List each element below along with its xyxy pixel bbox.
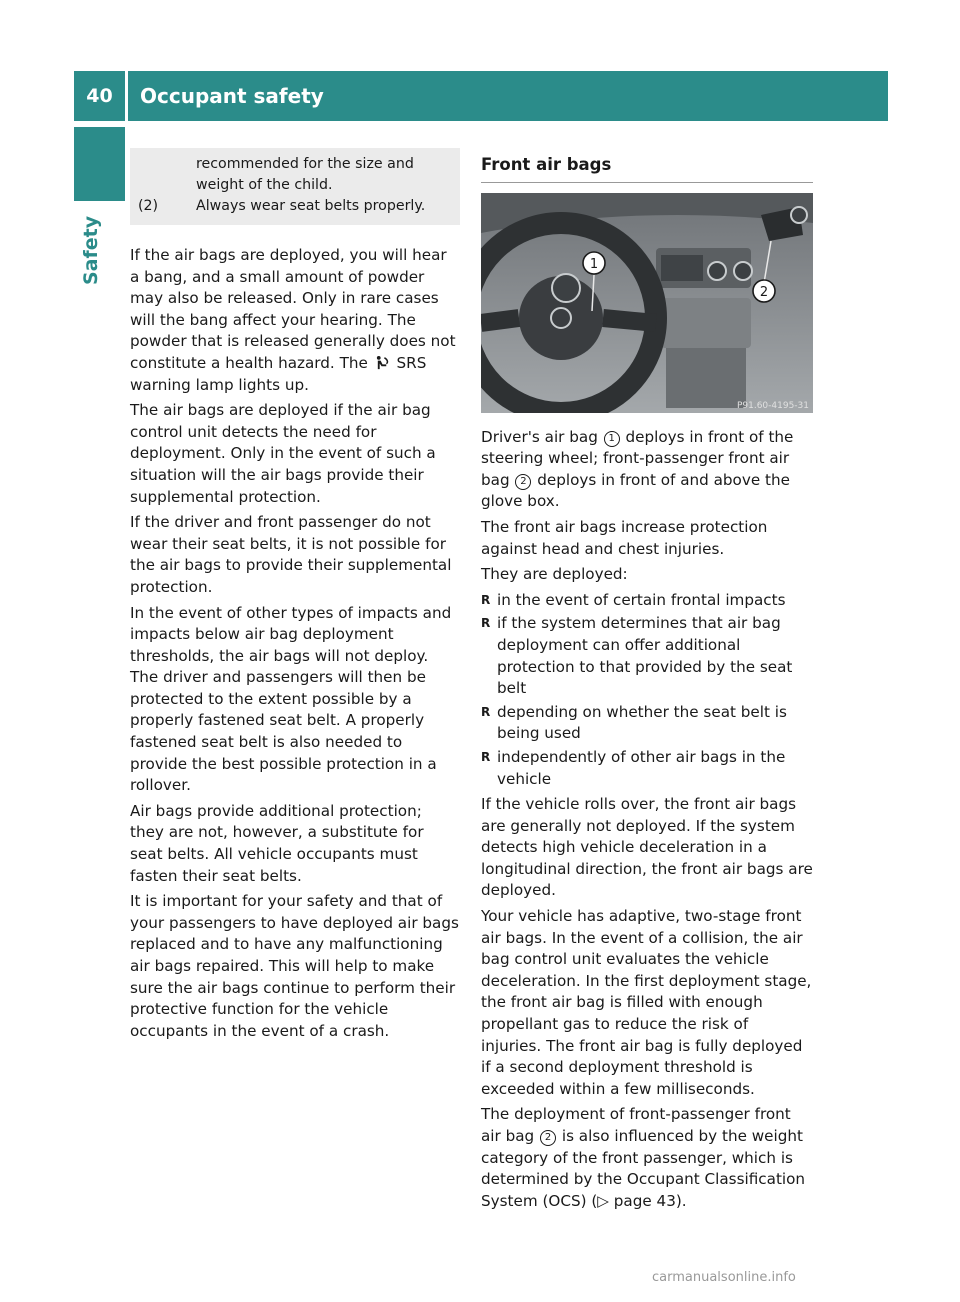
note-box	[130, 148, 460, 225]
left-column	[130, 148, 460, 1046]
page-reference-arrow-icon: ▷	[597, 1191, 609, 1210]
footer-watermark: carmanualsonline.info	[652, 1270, 796, 1285]
paragraph	[481, 1104, 813, 1212]
srs-warning-lamp-icon	[375, 355, 390, 370]
paragraph-text: deploys in front of the steering wheel; front-passenger front air bag	[481, 427, 794, 489]
paragraph-text: deploys in front of and above the glove box.	[481, 470, 790, 511]
list-item: R depending on whether the seat belt is being used	[481, 702, 813, 745]
callout-2-marker: 2	[515, 474, 531, 490]
paragraph: Your vehicle has adaptive, two-stage front air bags. In the event of a collision, the air bag control unit evaluates the vehicle deceleration. In the first deployment stage, the front air bag is filled with enough propellant gas to reduce the risk of injuries. The front air bag is fully deployed if a second deployment threshold is exceeded within a few milliseconds.	[481, 907, 812, 1098]
paragraph-text: is also influenced by the weight category of the front passenger, which is determined by the Occupant Classification System (OCS) (	[481, 1127, 806, 1210]
note-number	[138, 154, 196, 196]
list-item: R independently of other air bags in the vehicle	[481, 747, 813, 790]
note-text: Always wear seat belts properly.	[196, 198, 426, 214]
paragraph: It is important for your safety and that of your passengers to have deployed air bags replaced and to have any malfunctioning air bags repaired. This will help to make sure the air bags continue to perform their protective function for the vehicle occupants in the event of a crash.	[130, 892, 459, 1040]
paragraph: They are deployed:	[481, 565, 628, 584]
section-side-label: Safety	[80, 215, 102, 285]
paragraph-text: SRS warning lamp lights up.	[130, 353, 427, 394]
deployment-conditions-list	[481, 590, 813, 790]
dashboard-illustration	[481, 193, 813, 413]
paragraph: The front air bags increase protection against head and chest injuries.	[481, 517, 768, 558]
figure-callout-1: 1	[589, 256, 599, 272]
paragraph	[130, 245, 460, 396]
right-column	[481, 148, 813, 1216]
note-row	[138, 196, 452, 217]
dashboard-airbag-figure	[481, 193, 813, 413]
paragraph-text: The deployment of front-passenger front air bag	[481, 1105, 791, 1145]
list-item: R in the event of certain frontal impacts	[481, 590, 813, 612]
paragraph: In the event of other types of impacts and impacts below air bag deployment thresholds, the air bags will not deploy. The driver and passengers will then be protected to the extent possible by a properly fastened seat belt. A properly fastened seat belt is also needed to provide the best possible protection in a rollover.	[130, 603, 452, 795]
figure-callout-2: 2	[759, 284, 769, 300]
page-number: 40	[86, 85, 113, 107]
header-divider	[125, 71, 128, 121]
list-item: R if the system determines that air bag deployment can offer additional protection to that provided by the seat belt	[481, 613, 813, 699]
paragraph: If the vehicle rolls over, the front air bags are generally not deployed. If the system detects high vehicle deceleration in a longitudinal direction, the front air bags are deployed.	[481, 795, 813, 900]
paragraph: If the driver and front passenger do not wear their seat belts, it is not possible for the air bags to provide their supplemental protection.	[130, 513, 452, 596]
note-text: recommended for the size and weight of the child.	[196, 156, 414, 193]
section-heading: Front air bags	[481, 148, 813, 183]
paragraph: Air bags provide additional protection; they are not, however, a substitute for seat belts. All vehicle occupants must fasten their seat belts.	[130, 801, 424, 885]
callout-1-marker: 1	[604, 431, 620, 447]
paragraph-text: Driver's air bag	[481, 427, 598, 446]
page-title: Occupant safety	[140, 84, 324, 108]
note-row	[138, 154, 452, 196]
callout-2-marker: 2	[540, 1130, 556, 1146]
paragraph: The air bags are deployed if the air bag control unit detects the need for deployment. Only in the event of such a situation will the air bags provide their supplemental protection.	[130, 401, 436, 506]
side-tab	[74, 127, 125, 201]
paragraph	[481, 427, 813, 513]
note-number: (2)	[138, 198, 159, 214]
page-reference-link[interactable]: page 43).	[613, 1191, 687, 1210]
figure-code: P91.60-4195-31	[736, 400, 809, 411]
paragraph-text: If the air bags are deployed, you will hear a bang, and a small amount of powder may also be released. Only in rare cases will the bang affect your hearing. The powder that is released generally does not constitute a health hazard. The	[130, 246, 456, 372]
